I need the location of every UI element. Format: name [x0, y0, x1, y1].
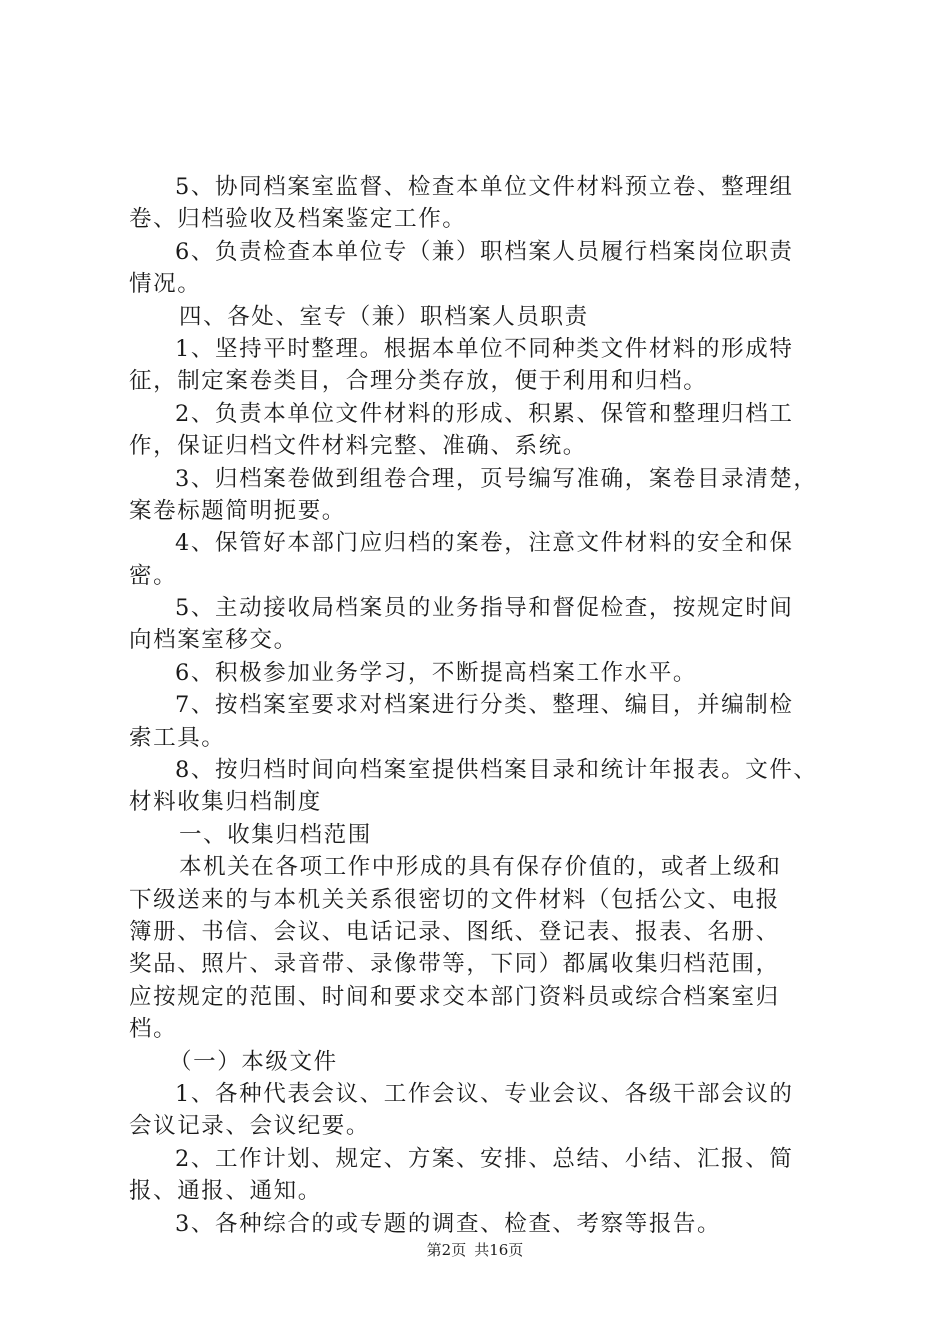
text-line: 密。	[129, 562, 178, 589]
page-footer	[0, 1240, 950, 1260]
text-line: 向档案室移交。	[129, 627, 298, 654]
section-heading: 四、各处、室专（兼）职档案人员职责	[179, 303, 589, 330]
text-line: 5、协同档案室监督、检查本单位文件材料预立卷、整理组	[175, 174, 794, 200]
text-line: 6、负责检查本单位专（兼）职档案人员履行档案岗位职责	[175, 238, 794, 265]
text-line: 6、积极参加业务学习，不断提高档案工作水平。	[175, 659, 698, 686]
text-line: 8、按归档时间向档案室提供档案目录和统计年报表。文件、	[175, 757, 818, 784]
text-line: 会议记录、会议纪要。	[129, 1113, 371, 1140]
text-line: 2、工作计划、规定、方案、安排、总结、小结、汇报、简	[175, 1145, 794, 1172]
text-line: 1、各种代表会议、工作会议、专业会议、各级干部会议的	[175, 1080, 794, 1107]
text-line: 3、各种综合的或专题的调查、检查、考察等报告。	[175, 1210, 722, 1237]
text-line: 2、负责本单位文件材料的形成、积累、保管和整理归档工	[175, 400, 794, 427]
text-line: 1、坚持平时整理。根据本单位不同种类文件材料的形成特	[175, 335, 794, 362]
page-number: 第2页	[426, 1241, 467, 1259]
text-line: 5、主动接收局档案员的业务指导和督促检查，按规定时间	[175, 595, 794, 622]
text-line: 7、按档案室要求对档案进行分类、整理、编目，并编制检	[175, 692, 794, 719]
text-line: 档。	[129, 1016, 178, 1043]
text-line: 本机关在各项工作中形成的具有保存价值的，或者上级和	[179, 854, 782, 881]
text-line: 簿册、书信、会议、电话记录、图纸、登记表、报表、名册、	[129, 918, 780, 945]
text-line: 下级送来的与本机关关系很密切的文件材料（包括公文、电报	[129, 886, 780, 913]
text-line: 作，保证归档文件材料完整、准确、系统。	[129, 433, 587, 460]
document-body	[129, 171, 829, 1240]
section-heading: 一、收集归档范围	[179, 821, 372, 848]
text-line: 4、保管好本部门应归档的案卷，注意文件材料的安全和保	[175, 530, 794, 557]
text-line: 应按规定的范围、时间和要求交本部门资料员或综合档案室归	[129, 983, 780, 1010]
text-line: 材料收集归档制度	[129, 789, 322, 816]
text-line: 情况。	[129, 271, 202, 298]
subsection-heading: （一）本级文件	[169, 1048, 338, 1075]
text-line: 报、通报、通知。	[129, 1178, 322, 1205]
text-line: 索工具。	[129, 724, 226, 751]
text-line: 卷、归档验收及档案鉴定工作。	[129, 206, 467, 233]
text-line: 奖品、照片、录音带、录像带等，下同）都属收集归档范围，	[129, 951, 780, 978]
text-line: 征，制定案卷类目，合理分类存放，便于利用和归档。	[129, 368, 708, 395]
text-line: 3、归档案卷做到组卷合理，页号编写准确，案卷目录清楚，	[175, 465, 818, 492]
page-total: 共16页	[474, 1241, 524, 1259]
text-line: 案卷标题简明扼要。	[129, 497, 346, 524]
